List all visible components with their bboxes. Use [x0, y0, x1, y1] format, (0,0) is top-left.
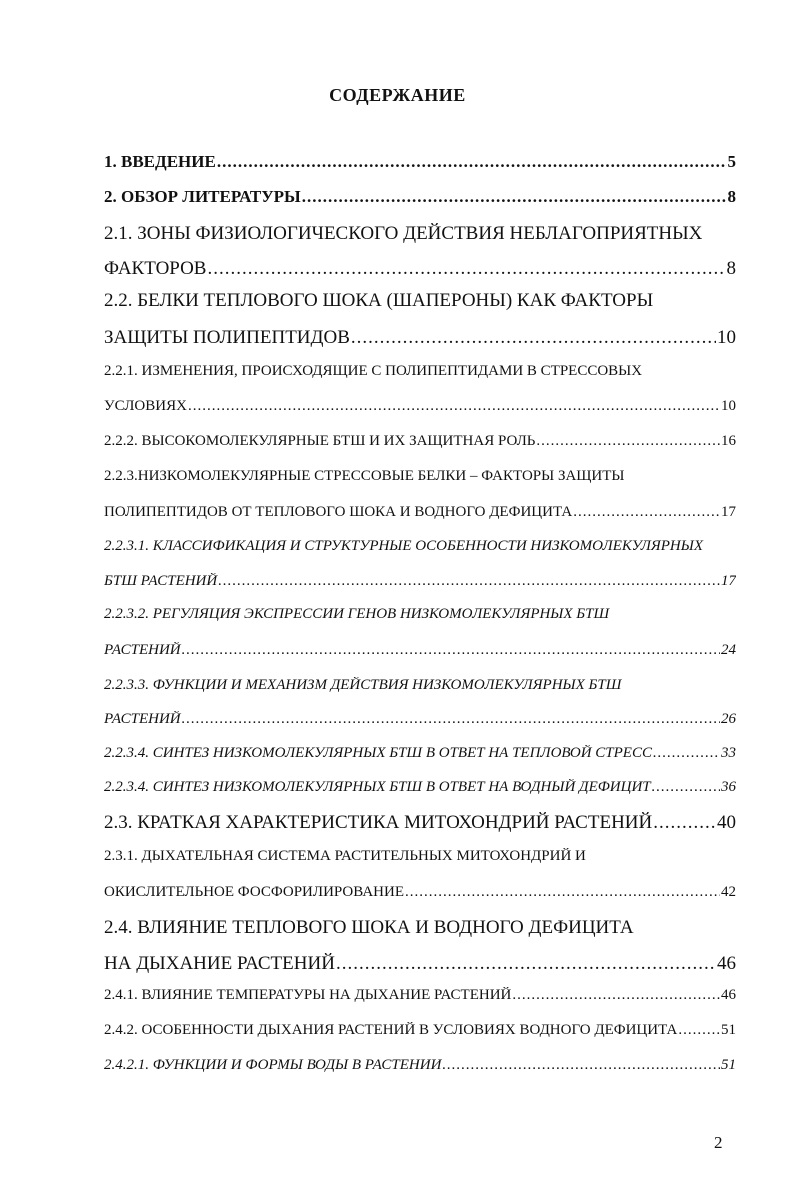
dot-leader: [182, 711, 720, 728]
dot-leader: [405, 884, 720, 901]
toc-entry-page: 24: [721, 642, 736, 658]
toc-entry-text: 2.2.2. ВЫСОКОМОЛЕКУЛЯРНЫЕ БТШ И ИХ ЗАЩИТНАЯ РОЛЬ: [104, 433, 536, 449]
toc-entry-text: 2.2.3.3. ФУНКЦИИ И МЕХАНИЗМ ДЕЙСТВИЯ НИЗКОМОЛЕКУЛЯРНЫХ БТШ: [104, 677, 622, 693]
toc-entry-2-2-3-4-heat[interactable]: [104, 745, 736, 771]
toc-entry-text: 2.2.3.4. СИНТЕЗ НИЗКОМОЛЕКУЛЯРНЫХ БТШ В ОТВЕТ НА ВОДНЫЙ ДЕФИЦИТ: [104, 779, 651, 795]
toc-entry-text: ПОЛИПЕПТИДОВ ОТ ТЕПЛОВОГО ШОКА И ВОДНОГО ДЕФИЦИТА: [104, 504, 573, 520]
toc-entry-2-2-1-line1[interactable]: [104, 363, 736, 389]
toc-entry-text: 2.4.2.1. ФУНКЦИИ И ФОРМЫ ВОДЫ В РАСТЕНИИ: [104, 1057, 442, 1073]
dot-leader: [653, 745, 720, 762]
dot-leader: [512, 987, 720, 1004]
toc-entry-text: 2.4.2. ОСОБЕННОСТИ ДЫХАНИЯ РАСТЕНИЙ В УСЛОВИЯХ ВОДНОГО ДЕФИЦИТА: [104, 1022, 678, 1038]
toc-entry-text: 2.2.1. ИЗМЕНЕНИЯ, ПРОИСХОДЯЩИЕ С ПОЛИПЕПТИДАМИ В СТРЕССОВЫХ: [104, 363, 643, 379]
toc-entry-2-3-1-line2[interactable]: [104, 884, 736, 910]
toc-entry-text: 2.2.3.4. СИНТЕЗ НИЗКОМОЛЕКУЛЯРНЫХ БТШ В ОТВЕТ НА ТЕПЛОВОЙ СТРЕСС: [104, 745, 652, 761]
toc-entry-text: 2.4. ВЛИЯНИЕ ТЕПЛОВОГО ШОКА И ВОДНОГО ДЕФИЦИТА: [104, 917, 634, 938]
toc-entry-page: 5: [727, 152, 736, 171]
toc-entry-text: 2. ОБЗОР ЛИТЕРАТУРЫ: [104, 187, 301, 206]
toc-entry-2-2-1-line2[interactable]: [104, 398, 736, 424]
toc-entry-text: 2.2.3.2. РЕГУЛЯЦИЯ ЭКСПРЕССИИ ГЕНОВ НИЗКОМОЛЕКУЛЯРНЫХ БТШ: [104, 606, 610, 622]
dot-leader: [653, 812, 716, 834]
dot-leader: [302, 187, 727, 207]
toc-entry-text: УСЛОВИЯХ: [104, 398, 187, 414]
toc-entry-page: 17: [721, 573, 736, 589]
dot-leader: [188, 398, 720, 415]
toc-entry-page: 8: [727, 187, 736, 206]
toc-entry-text: 2.1. ЗОНЫ ФИЗИОЛОГИЧЕСКОГО ДЕЙСТВИЯ НЕБЛАГОПРИЯТНЫХ: [104, 223, 703, 244]
toc-entry-2-4-line1[interactable]: [104, 917, 736, 943]
toc-entry-page: 16: [721, 433, 736, 449]
toc-entry-page: 51: [721, 1022, 736, 1038]
toc-entry-text: 2.3. КРАТКАЯ ХАРАКТЕРИСТИКА МИТОХОНДРИЙ РАСТЕНИЙ: [104, 812, 653, 833]
toc-entry-page: 10: [717, 327, 736, 348]
toc-entry-text: РАСТЕНИЙ: [104, 711, 181, 727]
toc-entry-2-1-line2[interactable]: [104, 258, 736, 284]
toc-entry-page: 10: [721, 398, 736, 414]
toc-entry-2-2-line2[interactable]: [104, 327, 736, 353]
dot-leader: [207, 258, 725, 280]
toc-entry-2-2-3-3-line2[interactable]: [104, 711, 736, 737]
toc-entry-2-2-3-2-line1[interactable]: [104, 606, 736, 632]
toc-entry-2-2-line1[interactable]: [104, 290, 736, 316]
toc-entry-2-2-3-line1[interactable]: [104, 468, 736, 494]
dot-leader: [217, 152, 727, 172]
dot-leader: [336, 953, 716, 975]
dot-leader: [218, 573, 720, 590]
toc-entry-page: 51: [721, 1057, 736, 1073]
toc-entry-text: БТШ РАСТЕНИЙ: [104, 573, 218, 589]
toc-entry-page: 8: [726, 258, 736, 279]
toc-entry-page: 46: [721, 987, 736, 1003]
toc-entry-text: НА ДЫХАНИЕ РАСТЕНИЙ: [104, 953, 335, 974]
toc-entry-2-4-1[interactable]: [104, 987, 736, 1013]
toc-entry-text: 2.2.3.НИЗКОМОЛЕКУЛЯРНЫЕ СТРЕССОВЫЕ БЕЛКИ – ФАКТОРЫ ЗАЩИТЫ: [104, 468, 625, 484]
toc-entry-text: ЗАЩИТЫ ПОЛИПЕПТИДОВ: [104, 327, 350, 348]
toc-entry-2-2-3-1-line2[interactable]: [104, 573, 736, 599]
dot-leader: [652, 779, 720, 796]
dot-leader: [182, 642, 720, 659]
toc-entry-2-2-3-3-line1[interactable]: [104, 677, 736, 703]
dot-leader: [573, 504, 720, 521]
toc-entry-2-2-3-4-water[interactable]: [104, 779, 736, 805]
page-title: СОДЕРЖАНИЕ: [329, 85, 466, 105]
toc-entry-2-2-3-1-line1[interactable]: [104, 538, 736, 564]
toc-entry-page: 26: [721, 711, 736, 727]
toc-entry-text: РАСТЕНИЙ: [104, 642, 181, 658]
toc-entry-introduction[interactable]: [104, 152, 736, 178]
dot-leader: [678, 1022, 720, 1039]
toc-entry-text: 2.3.1. ДЫХАТЕЛЬНАЯ СИСТЕМА РАСТИТЕЛЬНЫХ МИТОХОНДРИЙ И: [104, 848, 586, 864]
toc-entry-text: 2.2.3.1. КЛАССИФИКАЦИЯ И СТРУКТУРНЫЕ ОСОБЕННОСТИ НИЗКОМОЛЕКУЛЯРНЫХ: [104, 538, 704, 554]
toc-entry-page: 46: [717, 953, 736, 974]
toc-entry-2-3-1-line1[interactable]: [104, 848, 736, 874]
toc-entry-page: 42: [721, 884, 736, 900]
toc-entry-2-4-2[interactable]: [104, 1022, 736, 1048]
toc-entry-2-2-2[interactable]: [104, 433, 736, 459]
toc-entry-2-2-3-2-line2[interactable]: [104, 642, 736, 668]
toc-entry-text: ОКИСЛИТЕЛЬНОЕ ФОСФОРИЛИРОВАНИЕ: [104, 884, 404, 900]
dot-leader: [536, 433, 720, 450]
dot-leader: [351, 327, 716, 349]
toc-entry-page: 36: [721, 779, 736, 795]
page-number: 2: [714, 1133, 723, 1152]
toc-entry-text: ФАКТОРОВ: [104, 258, 207, 279]
toc-entry-text: 1. ВВЕДЕНИЕ: [104, 152, 216, 171]
toc-entry-2-1-line1[interactable]: [104, 223, 736, 249]
toc-entry-page: 33: [721, 745, 736, 761]
toc-entry-text: 2.4.1. ВЛИЯНИЕ ТЕМПЕРАТУРЫ НА ДЫХАНИЕ РАСТЕНИЙ: [104, 987, 512, 1003]
toc-entry-2-4-2-1[interactable]: [104, 1057, 736, 1083]
toc-entry-literature-review[interactable]: [104, 187, 736, 213]
toc-entry-2-4-line2[interactable]: [104, 953, 736, 979]
toc-entry-2-3[interactable]: [104, 812, 736, 838]
toc-entry-page: 40: [717, 812, 736, 833]
dot-leader: [442, 1057, 720, 1074]
toc-entry-text: 2.2. БЕЛКИ ТЕПЛОВОГО ШОКА (ШАПЕРОНЫ) КАК ФАКТОРЫ: [104, 290, 654, 311]
toc-entry-page: 17: [721, 504, 736, 520]
toc-entry-2-2-3-line2[interactable]: [104, 504, 736, 530]
